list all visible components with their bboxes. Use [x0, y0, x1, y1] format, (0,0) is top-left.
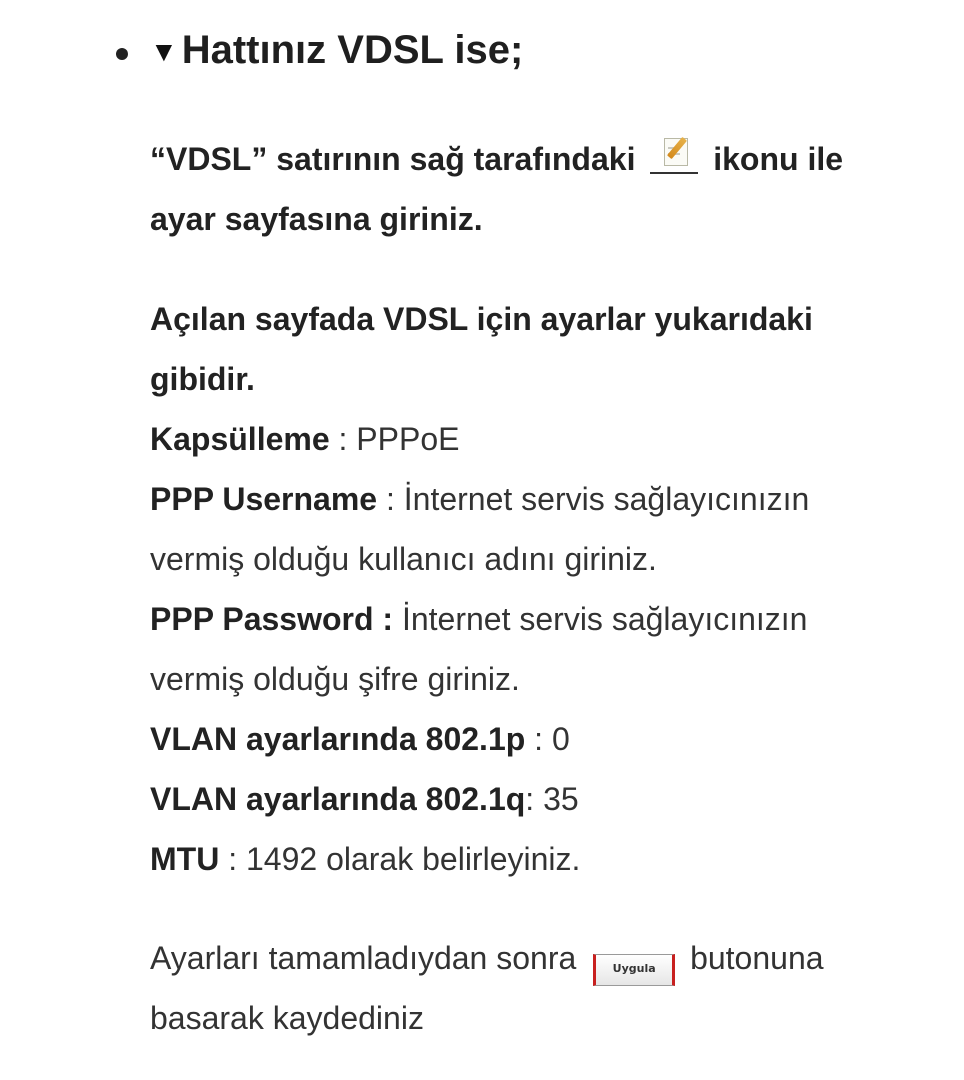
footer-paragraph — [150, 928, 930, 1048]
intro-text-before-icon: “VDSL” satırının sağ tarafındaki — [150, 141, 636, 177]
intro-line-2: ayar sayfasına giriniz. — [150, 201, 483, 237]
apply-button-image: Uygula — [593, 954, 675, 986]
username-value-line-1: İnternet servis sağlayıcınızın — [403, 481, 810, 517]
password-value-line-1: İnternet servis sağlayıcınızın — [393, 601, 808, 637]
section-header — [116, 28, 523, 73]
password-label: PPP Password : — [150, 601, 394, 637]
footer-line-1 — [150, 928, 930, 988]
encapsulation-separator: : — [329, 421, 357, 457]
password-value-line-2: vermiş olduğu şifre giriniz. — [150, 661, 520, 697]
settings-intro-line-2: gibidir. — [150, 361, 255, 397]
username-row — [150, 469, 930, 529]
vlan-q-label: VLAN ayarlarında 802.1q — [150, 781, 526, 817]
encapsulation-label: Kapsülleme — [150, 421, 330, 457]
intro-line-1 — [150, 129, 930, 189]
edit-note-icon — [650, 136, 698, 176]
edit-note-underline — [650, 172, 698, 174]
mtu-label: MTU — [150, 841, 220, 877]
footer-line-2: basarak kaydediniz — [150, 1000, 424, 1036]
encapsulation-value: PPPoE — [356, 421, 460, 457]
settings-intro-line-1: Açılan sayfada VDSL için ayarlar yukarıdaki — [150, 301, 813, 337]
username-value-line-2: vermiş olduğu kullanıcı adını giriniz. — [150, 541, 657, 577]
username-label: PPP Username — [150, 481, 378, 517]
mtu-row — [150, 829, 930, 889]
caret-down-icon[interactable]: ▼ — [150, 35, 178, 67]
footer-text-after-button: butonuna — [690, 940, 824, 976]
intro-paragraph — [150, 129, 930, 249]
vlan-q-row — [150, 769, 930, 829]
vlan-q-separator: : — [525, 781, 544, 817]
username-separator: : — [377, 481, 404, 517]
encapsulation-row — [150, 409, 930, 469]
vlan-p-value: 0 — [551, 721, 570, 757]
vlan-p-label: VLAN ayarlarında 802.1p — [150, 721, 526, 757]
vlan-p-separator: : — [525, 721, 552, 757]
footer-text-before-button: Ayarları tamamladıydan sonra — [150, 940, 577, 976]
mtu-value: 1492 olarak belirleyiniz. — [245, 841, 581, 877]
password-row — [150, 589, 930, 649]
section-title: Hattınız VDSL ise; — [181, 28, 524, 72]
settings-paragraph — [150, 289, 930, 889]
vlan-p-row — [150, 709, 930, 769]
mtu-separator: : — [219, 841, 246, 877]
vlan-q-value: 35 — [543, 781, 579, 817]
intro-text-after-icon: ikonu ile — [713, 141, 844, 177]
bullet-icon — [116, 48, 128, 60]
